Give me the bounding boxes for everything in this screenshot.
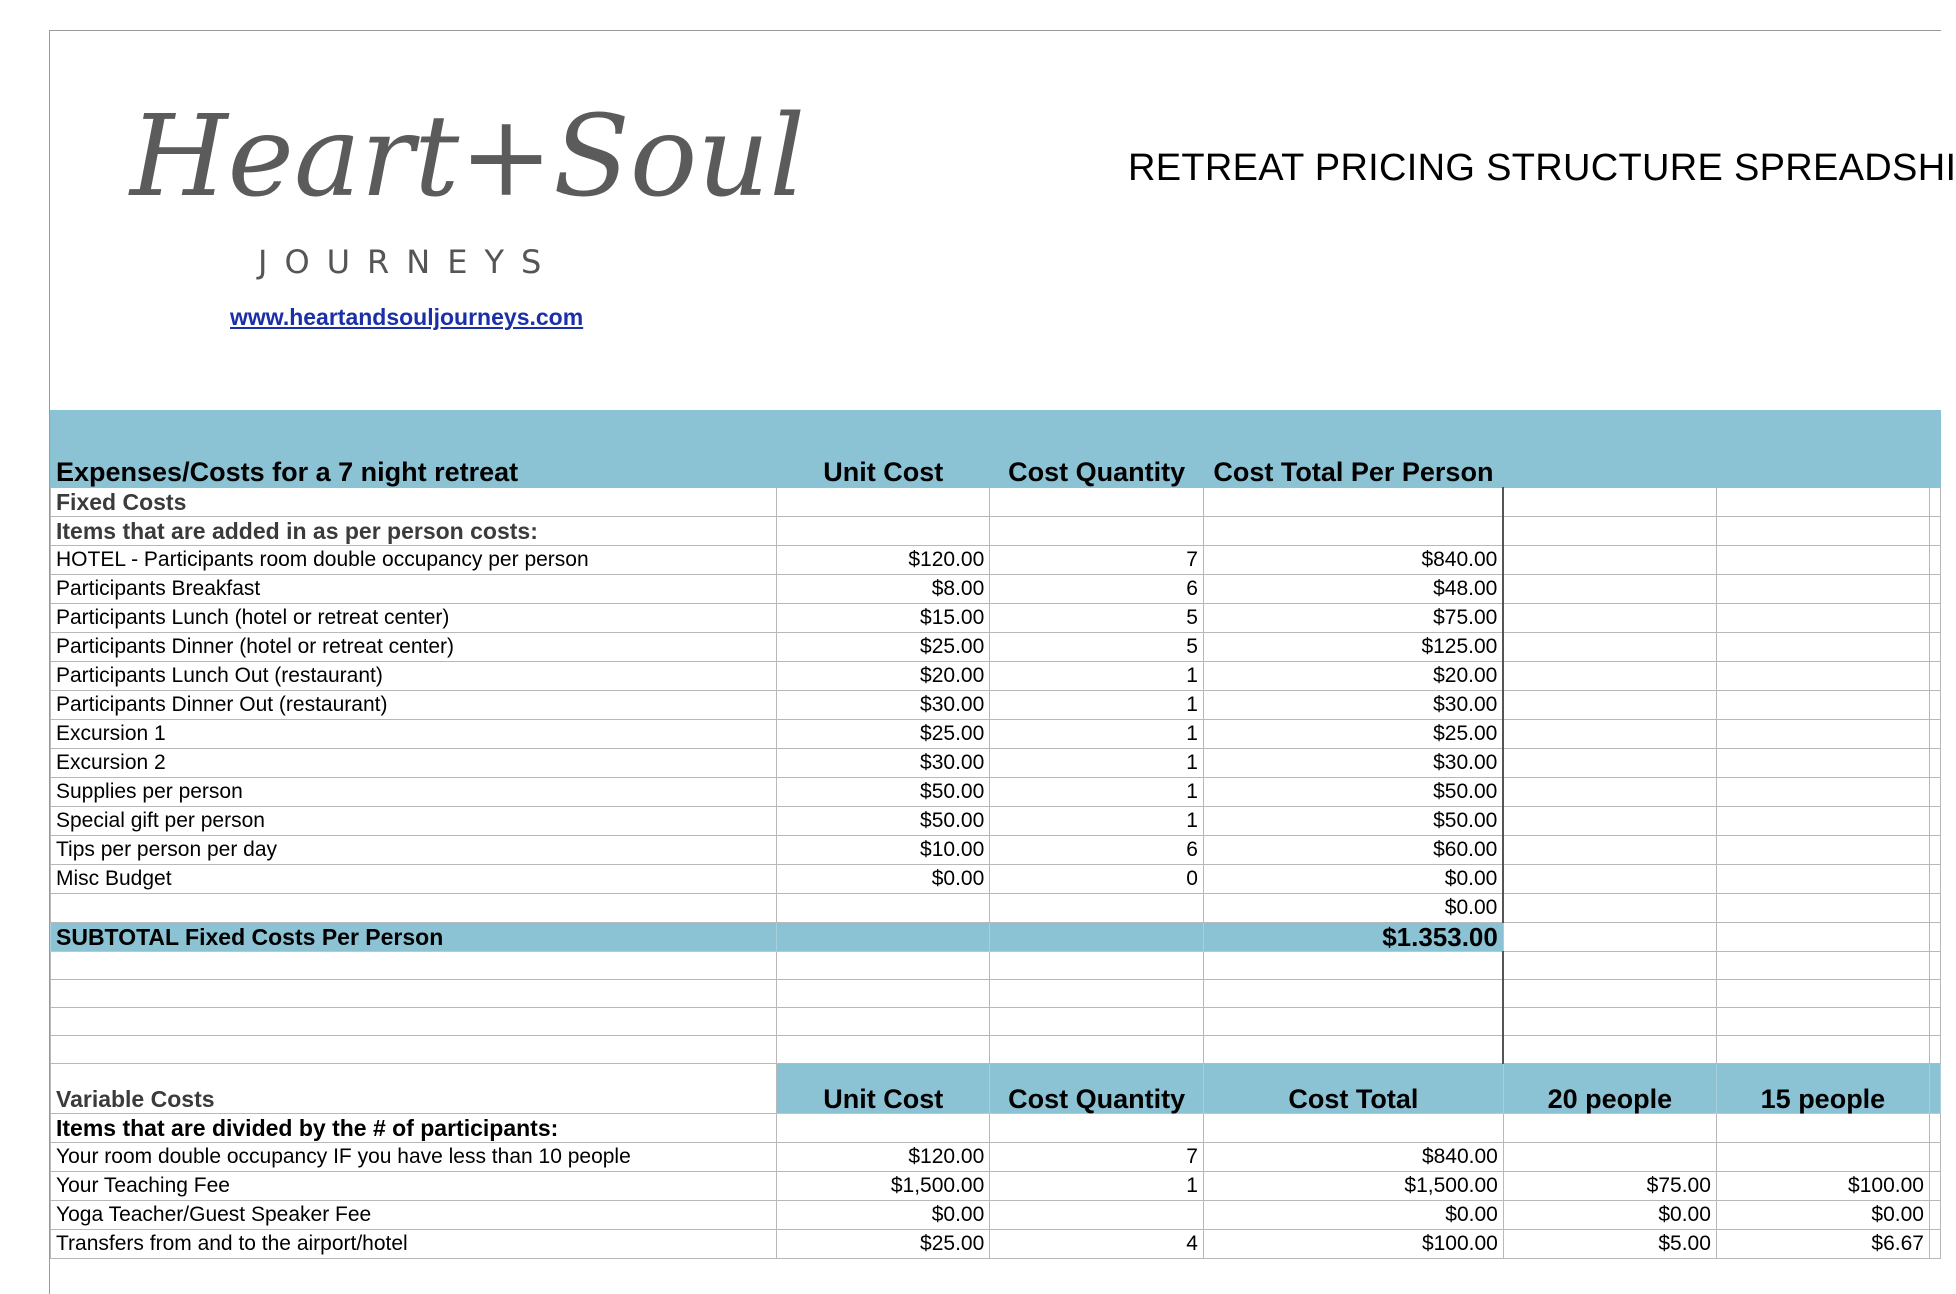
cell[interactable]	[990, 952, 1204, 980]
cell[interactable]	[1503, 575, 1716, 604]
cost-total-cell[interactable]: $50.00	[1203, 807, 1503, 836]
quantity-cell[interactable]: 7	[990, 1143, 1204, 1172]
cell[interactable]	[1503, 662, 1716, 691]
fixed-cost-row	[51, 720, 1941, 749]
header-empty-cell	[1503, 412, 1716, 488]
cell[interactable]	[777, 517, 990, 546]
cell[interactable]	[1503, 517, 1716, 546]
cell[interactable]	[1503, 604, 1716, 633]
cell[interactable]	[1929, 836, 1940, 865]
cost-total-cell[interactable]: $840.00	[1203, 1143, 1503, 1172]
unit-cost-cell[interactable]: $25.00	[777, 633, 990, 662]
cell[interactable]	[1503, 1036, 1716, 1064]
cell[interactable]	[1929, 575, 1940, 604]
fixed-cost-row	[51, 894, 1941, 923]
variable-subtitle-row	[51, 1114, 1941, 1143]
cell[interactable]	[1716, 894, 1929, 923]
header-cost-quantity: Cost Quantity	[990, 412, 1204, 488]
cell[interactable]	[1929, 517, 1940, 546]
cost-total-cell[interactable]: $0.00	[1203, 1201, 1503, 1230]
cell[interactable]	[1929, 1008, 1940, 1036]
cell[interactable]	[1203, 517, 1503, 546]
cost-item-label: Participants Lunch (hotel or retreat center)	[51, 604, 777, 633]
cell[interactable]	[1929, 1201, 1940, 1230]
cost-item-label: Your Teaching Fee	[51, 1172, 777, 1201]
quantity-cell[interactable]: 1	[990, 749, 1204, 778]
cell[interactable]	[1929, 604, 1940, 633]
unit-cost-cell[interactable]	[777, 894, 990, 923]
header-empty-cell	[1716, 412, 1929, 488]
quantity-cell[interactable]: 1	[990, 662, 1204, 691]
cost-item-label: Supplies per person	[51, 778, 777, 807]
subtotal-row	[51, 923, 1941, 952]
cell[interactable]	[777, 923, 990, 952]
quantity-cell[interactable]: 7	[990, 546, 1204, 575]
cell[interactable]	[1929, 894, 1940, 923]
unit-cost-cell[interactable]: $25.00	[777, 720, 990, 749]
per-15-people-cell[interactable]: $6.67	[1716, 1230, 1929, 1259]
cell[interactable]	[1503, 546, 1716, 575]
blank-row	[51, 1008, 1941, 1036]
cell[interactable]	[1716, 836, 1929, 865]
cost-item-label: HOTEL - Participants room double occupancy per person	[51, 546, 777, 575]
cell[interactable]	[1716, 691, 1929, 720]
unit-cost-cell[interactable]: $30.00	[777, 749, 990, 778]
fixed-cost-row	[51, 575, 1941, 604]
variable-cost-row	[51, 1230, 1941, 1259]
unit-cost-cell[interactable]: $20.00	[777, 662, 990, 691]
cell[interactable]	[1716, 517, 1929, 546]
cell[interactable]	[1929, 1230, 1940, 1259]
cost-total-cell[interactable]: $0.00	[1203, 865, 1503, 894]
logo-script-graphic	[130, 92, 806, 250]
cell[interactable]	[1716, 633, 1929, 662]
cell[interactable]	[990, 517, 1204, 546]
cell[interactable]	[990, 980, 1204, 1008]
quantity-cell[interactable]: 5	[990, 604, 1204, 633]
unit-cost-cell[interactable]: $1,500.00	[777, 1172, 990, 1201]
cell[interactable]	[1503, 488, 1716, 517]
cell[interactable]	[1716, 575, 1929, 604]
cell[interactable]	[1929, 807, 1940, 836]
cell[interactable]	[1503, 807, 1716, 836]
cost-total-cell[interactable]: $0.00	[1203, 894, 1503, 923]
cell[interactable]	[777, 1114, 990, 1143]
cost-total-cell[interactable]: $60.00	[1203, 836, 1503, 865]
cell[interactable]	[1503, 980, 1716, 1008]
cell[interactable]	[777, 488, 990, 517]
fixed-costs-title-row	[51, 488, 1941, 517]
cell[interactable]	[1716, 1114, 1929, 1143]
cell[interactable]	[1503, 1008, 1716, 1036]
cell[interactable]	[1929, 778, 1940, 807]
cell[interactable]	[777, 980, 990, 1008]
variable-cost-row	[51, 1201, 1941, 1230]
subtotal-label: SUBTOTAL Fixed Costs Per Person	[51, 923, 777, 952]
unit-cost-cell[interactable]: $50.00	[777, 807, 990, 836]
cell[interactable]	[1716, 807, 1929, 836]
cell[interactable]	[1929, 546, 1940, 575]
per-20-people-cell[interactable]: $5.00	[1503, 1230, 1716, 1259]
quantity-cell[interactable]	[990, 894, 1204, 923]
per-20-people-cell[interactable]: $75.00	[1503, 1172, 1716, 1201]
cost-item-label: Tips per person per day	[51, 836, 777, 865]
unit-cost-cell[interactable]: $120.00	[777, 546, 990, 575]
cell[interactable]	[51, 952, 777, 980]
page-title: RETREAT PRICING STRUCTURE SPREADSHI	[1128, 147, 1956, 189]
cell[interactable]	[1716, 980, 1929, 1008]
cost-total-cell[interactable]: $840.00	[1203, 546, 1503, 575]
unit-cost-cell[interactable]: $30.00	[777, 691, 990, 720]
unit-cost-cell[interactable]: $15.00	[777, 604, 990, 633]
variable-cost-row	[51, 1172, 1941, 1201]
cell[interactable]	[1716, 778, 1929, 807]
cost-total-cell[interactable]: $75.00	[1203, 604, 1503, 633]
cell[interactable]	[1503, 720, 1716, 749]
unit-cost-cell[interactable]: $25.00	[777, 1230, 990, 1259]
cost-item-label	[51, 894, 777, 923]
header-cost-total: Cost Total Per Person	[1203, 412, 1503, 488]
cell[interactable]	[1929, 865, 1940, 894]
cost-item-label: Excursion 2	[51, 749, 777, 778]
heart-soul-logo	[130, 92, 806, 290]
cell[interactable]	[1203, 488, 1503, 517]
variable-costs-header-row	[51, 1064, 1941, 1114]
quantity-cell[interactable]: 1	[990, 778, 1204, 807]
cell[interactable]	[1716, 749, 1929, 778]
cell[interactable]	[1929, 488, 1940, 517]
unit-cost-cell[interactable]: $0.00	[777, 1201, 990, 1230]
cell[interactable]	[1929, 1172, 1940, 1201]
fixed-cost-row	[51, 662, 1941, 691]
cell[interactable]	[1929, 1114, 1940, 1143]
var-header-cost-total: Cost Total	[1203, 1064, 1503, 1114]
cell[interactable]	[1203, 1008, 1503, 1036]
cell[interactable]	[1716, 604, 1929, 633]
variable-costs-title: Variable Costs	[51, 1064, 777, 1114]
cell[interactable]	[1503, 865, 1716, 894]
fixed-cost-row	[51, 836, 1941, 865]
cell[interactable]	[1503, 894, 1716, 923]
quantity-cell[interactable]: 6	[990, 575, 1204, 604]
blank-row	[51, 980, 1941, 1008]
cell[interactable]	[1203, 980, 1503, 1008]
cost-item-label: Participants Dinner Out (restaurant)	[51, 691, 777, 720]
quantity-cell[interactable]	[990, 1201, 1204, 1230]
fixed-cost-row	[51, 604, 1941, 633]
quantity-cell[interactable]: 1	[990, 1172, 1204, 1201]
quantity-cell[interactable]: 1	[990, 691, 1204, 720]
cell[interactable]	[1716, 923, 1929, 952]
variable-costs-subtitle: Items that are divided by the # of participants:	[51, 1114, 777, 1143]
cell[interactable]	[1503, 952, 1716, 980]
cell[interactable]	[1503, 1114, 1716, 1143]
quantity-cell[interactable]: 1	[990, 807, 1204, 836]
fixed-cost-row	[51, 633, 1941, 662]
cell[interactable]	[777, 1036, 990, 1064]
fixed-cost-row	[51, 546, 1941, 575]
cell[interactable]	[1716, 865, 1929, 894]
per-20-people-cell[interactable]: $0.00	[1503, 1201, 1716, 1230]
fixed-costs-header-row	[51, 412, 1941, 488]
cost-item-label: Participants Lunch Out (restaurant)	[51, 662, 777, 691]
cost-item-label: Excursion 1	[51, 720, 777, 749]
cost-total-cell[interactable]: $50.00	[1203, 778, 1503, 807]
cell[interactable]	[1716, 1036, 1929, 1064]
website-link[interactable]: www.heartandsouljourneys.com	[230, 304, 584, 330]
cost-item-label: Your room double occupancy IF you have less than 10 people	[51, 1143, 777, 1172]
cost-total-cell[interactable]: $1,500.00	[1203, 1172, 1503, 1201]
cost-item-label: Transfers from and to the airport/hotel	[51, 1230, 777, 1259]
cell[interactable]	[1929, 923, 1940, 952]
cell[interactable]	[1716, 952, 1929, 980]
cost-total-cell[interactable]: $20.00	[1203, 662, 1503, 691]
var-header-unit-cost: Unit Cost	[777, 1064, 990, 1114]
cell[interactable]	[1929, 980, 1940, 1008]
cell[interactable]	[990, 923, 1204, 952]
cost-total-cell[interactable]: $125.00	[1203, 633, 1503, 662]
cell[interactable]	[777, 1008, 990, 1036]
cell[interactable]	[1503, 923, 1716, 952]
var-header-20-people: 20 people	[1503, 1064, 1716, 1114]
per-15-people-cell[interactable]	[1716, 1143, 1929, 1172]
cost-item-label: Participants Breakfast	[51, 575, 777, 604]
cell[interactable]	[1929, 1036, 1940, 1064]
cost-item-label: Misc Budget	[51, 865, 777, 894]
cost-total-cell[interactable]: $48.00	[1203, 575, 1503, 604]
unit-cost-cell[interactable]: $8.00	[777, 575, 990, 604]
cell[interactable]	[1716, 546, 1929, 575]
cell[interactable]	[1503, 749, 1716, 778]
cell[interactable]	[1929, 952, 1940, 980]
cost-total-cell[interactable]: $30.00	[1203, 691, 1503, 720]
cell[interactable]	[1929, 691, 1940, 720]
cell[interactable]	[1929, 720, 1940, 749]
cell[interactable]	[1929, 749, 1940, 778]
fixed-costs-subtitle-row	[51, 517, 1941, 546]
variable-cost-row	[51, 1143, 1941, 1172]
cost-item-label: Participants Dinner (hotel or retreat center)	[51, 633, 777, 662]
cell[interactable]	[990, 488, 1204, 517]
cell[interactable]	[1929, 662, 1940, 691]
cell[interactable]	[1929, 1143, 1940, 1172]
blank-row	[51, 952, 1941, 980]
unit-cost-cell[interactable]: $50.00	[777, 778, 990, 807]
logo-script-text: Heart+Soul	[130, 92, 806, 222]
cell[interactable]	[1716, 488, 1929, 517]
blank-row	[51, 1036, 1941, 1064]
cell[interactable]	[990, 1114, 1204, 1143]
var-header-15-people: 15 people	[1716, 1064, 1929, 1114]
cell[interactable]	[1203, 1036, 1503, 1064]
cell[interactable]	[990, 1008, 1204, 1036]
subtotal-value[interactable]: $1.353.00	[1203, 923, 1503, 952]
fixed-cost-row	[51, 778, 1941, 807]
cell[interactable]	[1716, 662, 1929, 691]
fixed-cost-row	[51, 749, 1941, 778]
unit-cost-cell[interactable]: $120.00	[777, 1143, 990, 1172]
cost-item-label: Special gift per person	[51, 807, 777, 836]
cell[interactable]	[1929, 633, 1940, 662]
cell[interactable]	[51, 1036, 777, 1064]
cell[interactable]	[1503, 778, 1716, 807]
cell[interactable]	[51, 980, 777, 1008]
fixed-costs-subtitle: Items that are added in as per person costs:	[51, 517, 777, 546]
cost-total-cell[interactable]: $25.00	[1203, 720, 1503, 749]
cell[interactable]	[1503, 633, 1716, 662]
quantity-cell[interactable]: 1	[990, 720, 1204, 749]
unit-cost-cell[interactable]: $10.00	[777, 836, 990, 865]
pricing-table	[50, 411, 1941, 1259]
cell[interactable]	[1203, 1114, 1503, 1143]
per-15-people-cell[interactable]: $0.00	[1716, 1201, 1929, 1230]
cost-total-cell[interactable]: $100.00	[1203, 1230, 1503, 1259]
per-20-people-cell[interactable]	[1503, 1143, 1716, 1172]
per-15-people-cell[interactable]: $100.00	[1716, 1172, 1929, 1201]
quantity-cell[interactable]: 6	[990, 836, 1204, 865]
header-expenses: Expenses/Costs for a 7 night retreat	[51, 412, 777, 488]
header-unit-cost: Unit Cost	[777, 412, 990, 488]
cell[interactable]	[777, 952, 990, 980]
cost-total-cell[interactable]: $30.00	[1203, 749, 1503, 778]
quantity-cell[interactable]: 5	[990, 633, 1204, 662]
header-empty-cell	[1929, 1064, 1940, 1114]
cell[interactable]	[1716, 720, 1929, 749]
cell[interactable]	[990, 1036, 1204, 1064]
cost-item-label: Yoga Teacher/Guest Speaker Fee	[51, 1201, 777, 1230]
cell[interactable]	[1503, 691, 1716, 720]
cell[interactable]	[51, 1008, 777, 1036]
cell[interactable]	[1716, 1008, 1929, 1036]
var-header-cost-quantity: Cost Quantity	[990, 1064, 1204, 1114]
cell[interactable]	[1503, 836, 1716, 865]
logo-journeys-text: JOURNEYS	[258, 243, 559, 281]
quantity-cell[interactable]: 4	[990, 1230, 1204, 1259]
fixed-cost-row	[51, 865, 1941, 894]
fixed-cost-row	[51, 807, 1941, 836]
quantity-cell[interactable]: 0	[990, 865, 1204, 894]
unit-cost-cell[interactable]: $0.00	[777, 865, 990, 894]
cell[interactable]	[1203, 952, 1503, 980]
header-empty-cell	[1929, 412, 1940, 488]
fixed-cost-row	[51, 691, 1941, 720]
fixed-costs-title: Fixed Costs	[51, 488, 777, 517]
